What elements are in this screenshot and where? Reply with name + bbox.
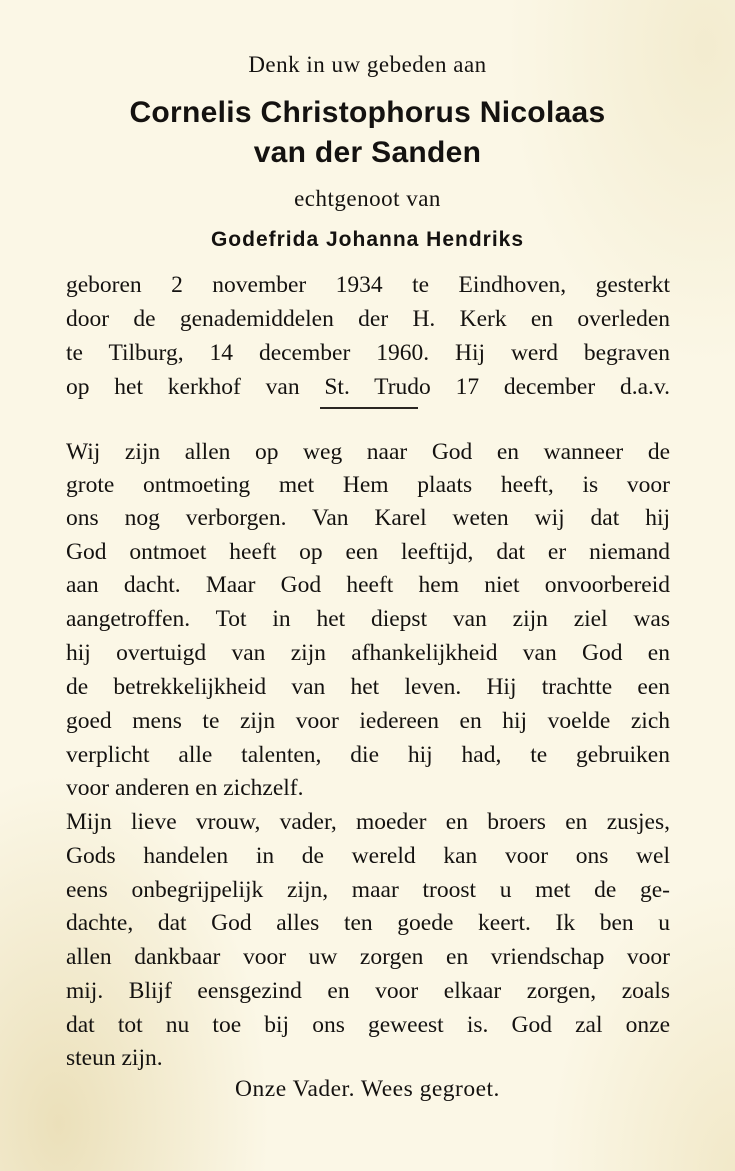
text-line: voor anderen en zichzelf. (66, 775, 304, 801)
text-line: allen dankbaar voor uw zorgen en vriendschap voor (66, 944, 670, 970)
spouse-name: Godefrida Johanna Hendriks (210, 228, 525, 251)
bio-line: geboren 2 november 1934 te Eindhoven, gesterkt (66, 272, 670, 298)
bio-line: door de genademiddelen der H. Kerk en overleden (66, 306, 670, 332)
text-line: eens onbegrijpelijk zijn, maar troost u met de ge- (66, 877, 670, 903)
deceased-name-line2: van der Sanden (253, 136, 482, 169)
text-line: Mijn lieve vrouw, vader, moeder en broers en zusjes, (66, 809, 670, 835)
bio-line: op het kerkhof van St. Trudo 17 december d.a.v. (66, 374, 670, 400)
closing-prayers: Onze Vader. Wees gegroet. (235, 1076, 500, 1102)
text-line: Gods handelen in de wereld kan voor ons wel (66, 843, 670, 869)
text-line: dachte, dat God alles ten goede keert. Ik ben u (66, 910, 670, 936)
intro-line: Denk in uw gebeden aan (248, 52, 487, 77)
text-line: dat tot nu toe bij ons geweest is. God zal onze (66, 1012, 670, 1038)
divider-rule (320, 407, 418, 409)
spouse-intro: echtgenoot van (294, 186, 441, 211)
text-line: aan dacht. Maar God heeft hem niet onvoorbereid (66, 572, 670, 598)
text-line: hij overtuigd van zijn afhankelijkheid van God en (66, 640, 670, 666)
text-line: de betrekkelijkheid van het leven. Hij trachtte een (66, 674, 670, 700)
text-line: ons nog verborgen. Van Karel weten wij dat hij (66, 505, 670, 531)
text-line: steun zijn. (66, 1045, 163, 1071)
bio-line: te Tilburg, 14 december 1960. Hij werd begraven (66, 340, 670, 366)
text-line: aangetroffen. Tot in het diepst van zijn ziel was (66, 606, 670, 632)
text-line: mij. Blijf eensgezind en voor elkaar zorgen, zoals (66, 978, 670, 1004)
text-line: verplicht alle talenten, die hij had, te gebruiken (66, 742, 670, 768)
text-line: Wij zijn allen op weg naar God en wanneer de (66, 439, 670, 465)
text-line: God ontmoet heeft op een leeftijd, dat er niemand (66, 539, 670, 565)
deceased-name-line1: Cornelis Christophorus Nicolaas (129, 96, 606, 129)
text-line: goed mens te zijn voor iedereen en hij voelde zich (66, 708, 670, 734)
text-line: grote ontmoeting met Hem plaats heeft, is voor (66, 472, 670, 498)
